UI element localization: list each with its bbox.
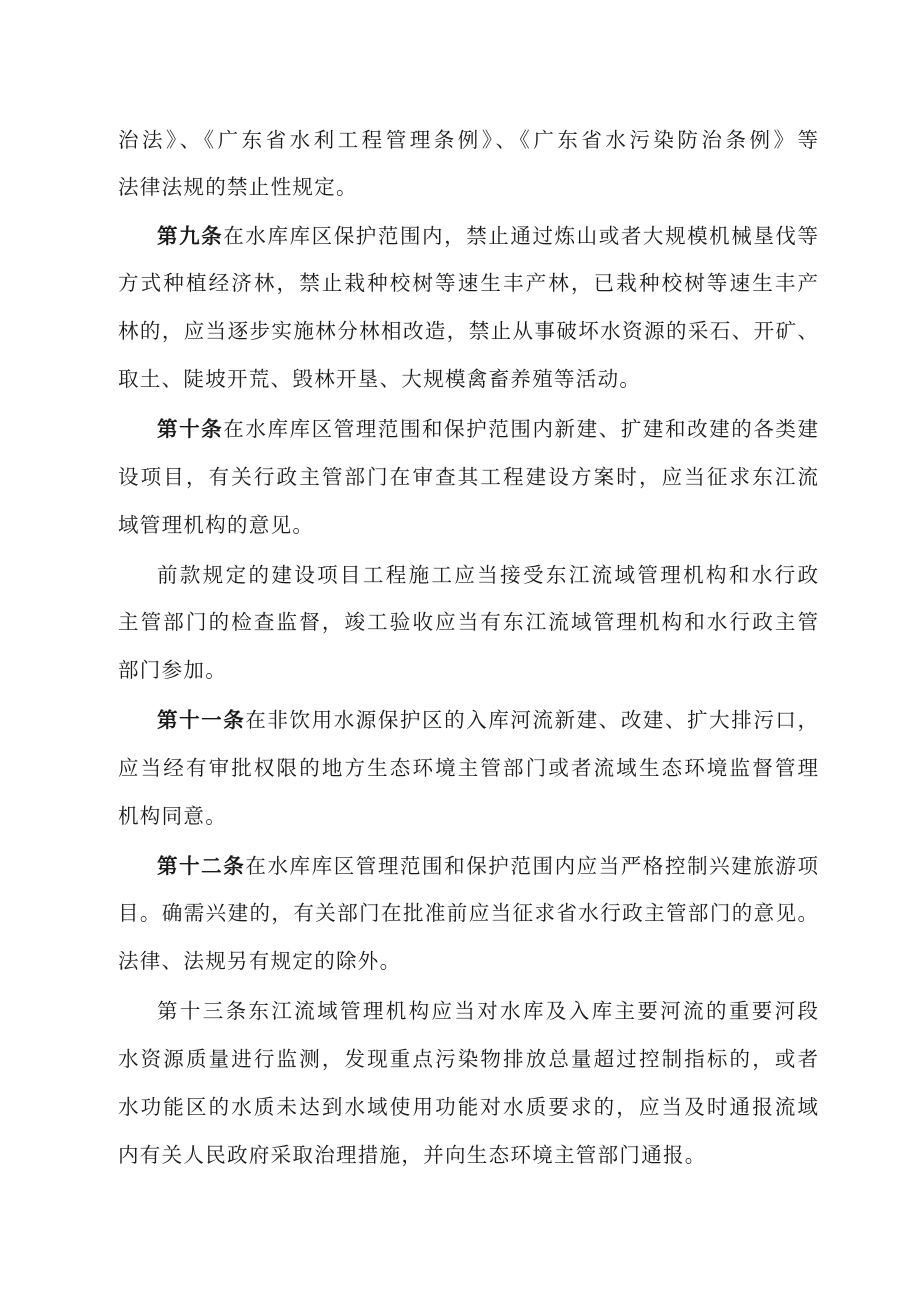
article-13-first-line: 第十三条东江流域管理机构应当对水库及入库主要河流的重要河段 [157,999,818,1023]
text-line: 取土、陡坡开荒、毁林开垦、大规模禽畜养殖等活动。 [118,367,642,391]
text-line: 法律、法规另有规定的除外。 [118,949,402,973]
text-line: 治法》、《广东省水利工程管理条例》、《广东省水污染防治条例》等 [118,128,818,152]
text-line: 目。确需兴建的，有关部门在批准前应当征求省水行政主管部门的意见。 [118,901,818,925]
text-line: 林的，应当逐步实施林分林相改造，禁止从事破坏水资源的采石、开矿、 [118,319,818,343]
text-line: 机构同意。 [118,804,227,828]
text-line: 方式种植经济林，禁止栽种校树等速生丰产林，已栽种校树等速生丰产 [118,271,818,295]
article-11-first-line: 第十一条在非饮用水源保护区的入库河流新建、改建、扩大排污口， [157,708,819,732]
article-heading: 第十一条 [157,708,246,732]
article-12-first-line: 第十二条在水库库区管理范围和保护范围内应当严格控制兴建旅游项 [157,854,819,878]
text-line: 水功能区的水质未达到水域使用功能对水质要求的，应当及时通报流域 [118,1095,818,1119]
article-heading: 第十二条 [157,854,246,878]
text-line: 设项目，有关行政主管部门在审查其工程建设方案时，应当征求东江流 [118,465,818,489]
text-line: 内有关人民政府采取治理措施，并向生态环境主管部门通报。 [118,1143,707,1167]
article-9-first-line: 第九条在水库库区保护范围内，禁止通过炼山或者大规模机械垦伐等 [157,224,819,248]
article-heading: 第九条 [157,224,224,248]
text-line: 水资源质量进行监测，发现重点污染物排放总量超过控制指标的，或者 [118,1047,818,1071]
text-line: 主管部门的检查监督，竣工验收应当有东江流域管理机构和水行政主管 [118,610,818,634]
text-line: 法律法规的禁止性规定。 [118,175,358,199]
text-line: 应当经有审批权限的地方生态环境主管部门或者流域生态环境监督管理 [118,756,818,780]
text-line: 部门参加。 [118,658,227,682]
paragraph-first-line: 前款规定的建设项目工程施工应当接受东江流域管理机构和水行政 [157,563,818,587]
article-heading: 第十条 [157,417,224,441]
article-10-first-line: 第十条在水库库区管理范围和保护范围内新建、扩建和改建的各类建 [157,417,819,441]
text-line: 域管理机构的意见。 [118,513,315,537]
